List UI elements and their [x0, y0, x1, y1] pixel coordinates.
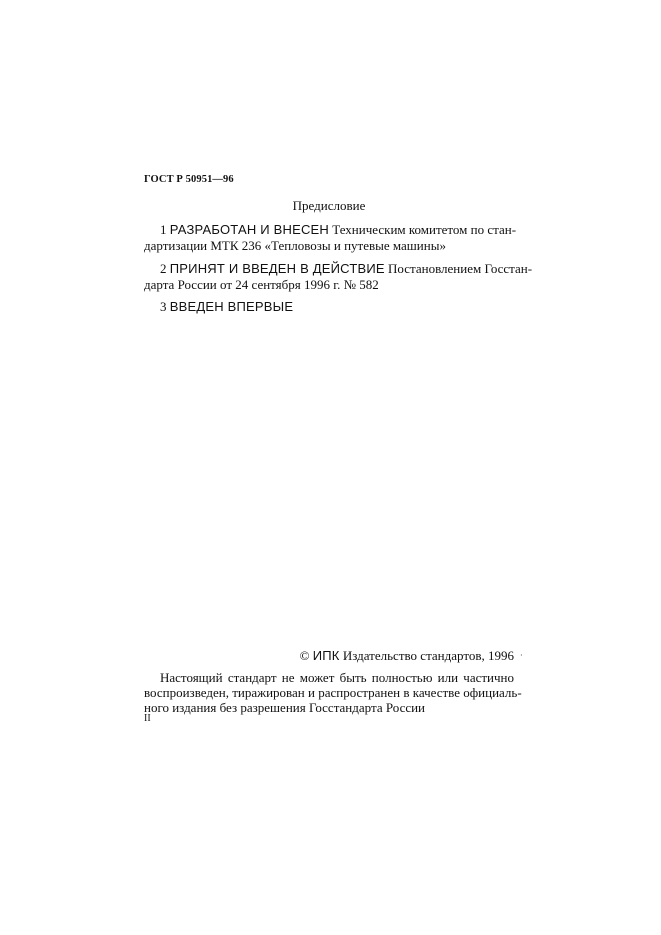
- item-2-line-1: [144, 261, 533, 277]
- copyright-notice: [144, 670, 522, 715]
- copyright-symbol: ©: [299, 648, 310, 663]
- item-3-line-1: [144, 299, 514, 315]
- item-1: [144, 222, 517, 254]
- item-1-line-2: дартизации МТК 236 «Тепловозы и путевые машины»: [144, 238, 446, 253]
- item-3-number: 3: [160, 299, 167, 314]
- copyright-text: Издательство стандартов, 1996: [342, 648, 514, 663]
- item-3: [144, 299, 514, 315]
- notice-line-2: воспроизведен, тиражирован и распространен в качестве официаль-: [144, 685, 522, 700]
- notice-line-3: ного издания без разрешения Госстандарта России: [144, 700, 426, 715]
- item-2-text: Постановлением Госстан-: [388, 261, 533, 276]
- item-2-line-2: дарта России от 24 сентября 1996 г. № 582: [144, 277, 379, 292]
- item-1-heading: РАЗРАБОТАН И ВНЕСЕН: [169, 222, 330, 237]
- item-1-line-1: [144, 222, 517, 238]
- page-number: II: [144, 713, 151, 724]
- section-title: Предисловие: [292, 198, 366, 213]
- item-1-number: 1: [160, 222, 167, 237]
- item-2-heading: ПРИНЯТ И ВВЕДЕН В ДЕЙСТВИЕ: [169, 261, 385, 276]
- document-header: ГОСТ Р 50951—96: [144, 174, 234, 185]
- copyright-line: [144, 648, 514, 664]
- item-1-text: Техническим комитетом по стан-: [332, 222, 517, 237]
- notice-line-1: Настоящий стандарт не может быть полностью или частично: [160, 670, 514, 685]
- stray-mark: ·: [520, 651, 523, 660]
- copyright-org: ИПК: [312, 648, 340, 663]
- item-3-heading: ВВЕДЕН ВПЕРВЫЕ: [169, 299, 294, 314]
- item-2: [144, 261, 533, 293]
- item-2-number: 2: [160, 261, 167, 276]
